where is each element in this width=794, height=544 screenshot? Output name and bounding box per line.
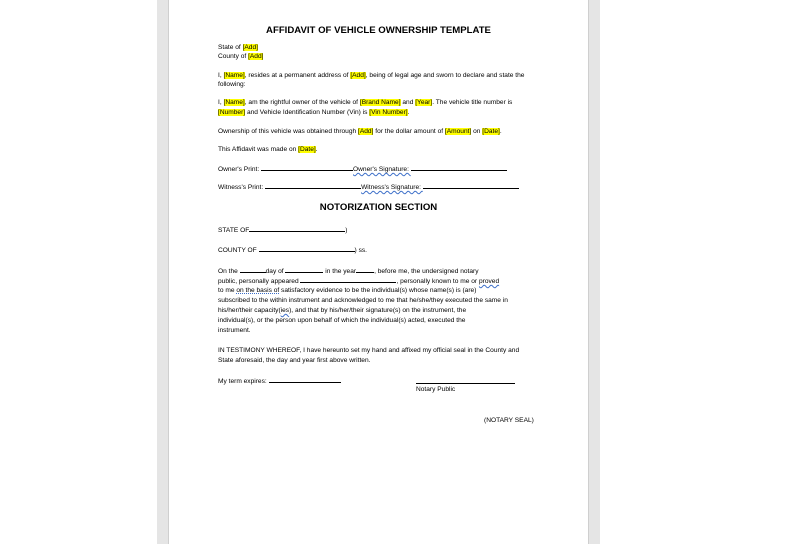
ack-line-5: his/her/their capacity(ies), and that by his/her/their signature(s) on the instrument, the (218, 307, 467, 314)
year-blank[interactable] (356, 266, 374, 273)
ack-line-6: individual(s), or the person upon behalf of which the individual(s) acted, executed the (218, 317, 466, 324)
witness-print-blank[interactable] (265, 182, 361, 189)
notary-public-label: Notary Public (416, 386, 456, 393)
witness-signature-blank[interactable] (423, 182, 519, 189)
notary-seal-label: (NOTARY SEAL) (484, 417, 534, 424)
ack-line-7: instrument. (218, 327, 251, 334)
testimony-line-2: State aforesaid, the day and year first above written. (218, 357, 371, 364)
state-caps-line: STATE OF ) (218, 227, 348, 234)
testimony-line-1: IN TESTIMONY WHEREOF, I have hereunto set my hand and affixed my official seal in the County and (218, 347, 520, 354)
placeholder-year[interactable]: [Year] (415, 99, 433, 106)
left-page-gutter (157, 0, 169, 544)
state-blank[interactable] (249, 225, 345, 232)
placeholder-add[interactable]: [Add] (242, 44, 258, 51)
placeholder-name[interactable]: [Name] (223, 99, 245, 106)
ack-line-2: public, personally appeared , personally known to me or proved (218, 278, 500, 285)
placeholder-date[interactable]: [Date] (298, 146, 316, 153)
paragraph-residence-cont: following: (218, 81, 246, 88)
ack-line-1: On the day of in the year , before me, the undersigned notary (218, 268, 479, 275)
right-page-gutter (588, 0, 600, 544)
owner-print-blank[interactable] (261, 164, 353, 171)
placeholder-brand[interactable]: [Brand Name] (359, 99, 401, 106)
state-line: State of [Add] (218, 44, 258, 51)
paragraph-owner-cont: [Number] and Vehicle Identification Number (Vin) is [Vin Number]. (218, 109, 410, 116)
term-expires-blank[interactable] (269, 376, 341, 383)
paragraph-made-on: This Affidavit was made on [Date]. (218, 146, 318, 153)
placeholder-add[interactable]: [Add] (350, 72, 366, 79)
placeholder-name[interactable]: [Name] (223, 72, 245, 79)
notary-section-title: NOTORIZATION SECTION (319, 202, 438, 213)
placeholder-vin[interactable]: [Vin Number] (369, 109, 408, 116)
placeholder-add[interactable]: [Add] (248, 53, 264, 60)
document-title: AFFIDAVIT OF VEHICLE OWNERSHIP TEMPLATE (266, 25, 491, 36)
paragraph-owner: I, [Name], am the rightful owner of the vehicle of [Brand Name] and [Year]. The vehicle title number is (218, 99, 513, 106)
appeared-name-blank[interactable] (300, 276, 396, 283)
term-expires-line: My term expires: (218, 376, 341, 386)
owner-signature-blank[interactable] (411, 164, 507, 171)
day-blank[interactable] (240, 266, 266, 273)
month-blank[interactable] (285, 266, 323, 273)
county-blank[interactable] (259, 245, 355, 252)
ack-line-3: to me on the basis of satisfactory evidence to be the individual(s) whose name(s) is (are) (218, 287, 477, 294)
placeholder-date[interactable]: [Date] (482, 128, 500, 135)
paragraph-obtained: Ownership of this vehicle was obtained through [Add] for the dollar amount of [Amount] on [Date]. (218, 128, 502, 135)
placeholder-amount[interactable]: [Amount] (444, 128, 472, 135)
placeholder-add[interactable]: [Add] (358, 128, 374, 135)
notary-signature-blank[interactable] (416, 377, 515, 384)
county-line: County of [Add] (218, 53, 264, 60)
county-caps-line: COUNTY OF ) ss. (218, 247, 368, 254)
witness-signature-line: Witness's Print: Witness's Signature: (218, 182, 519, 192)
paragraph-residence: I, [Name], resides at a permanent address of [Add], being of legal age and sworn to declare and state the (218, 72, 525, 79)
owner-signature-line: Owner's Print: Owner's Signature: (218, 164, 507, 174)
placeholder-number[interactable]: [Number] (218, 109, 246, 116)
ack-line-4: subscribed to the within instrument and acknowledged to me that he/she/they executed the same in (218, 297, 508, 304)
